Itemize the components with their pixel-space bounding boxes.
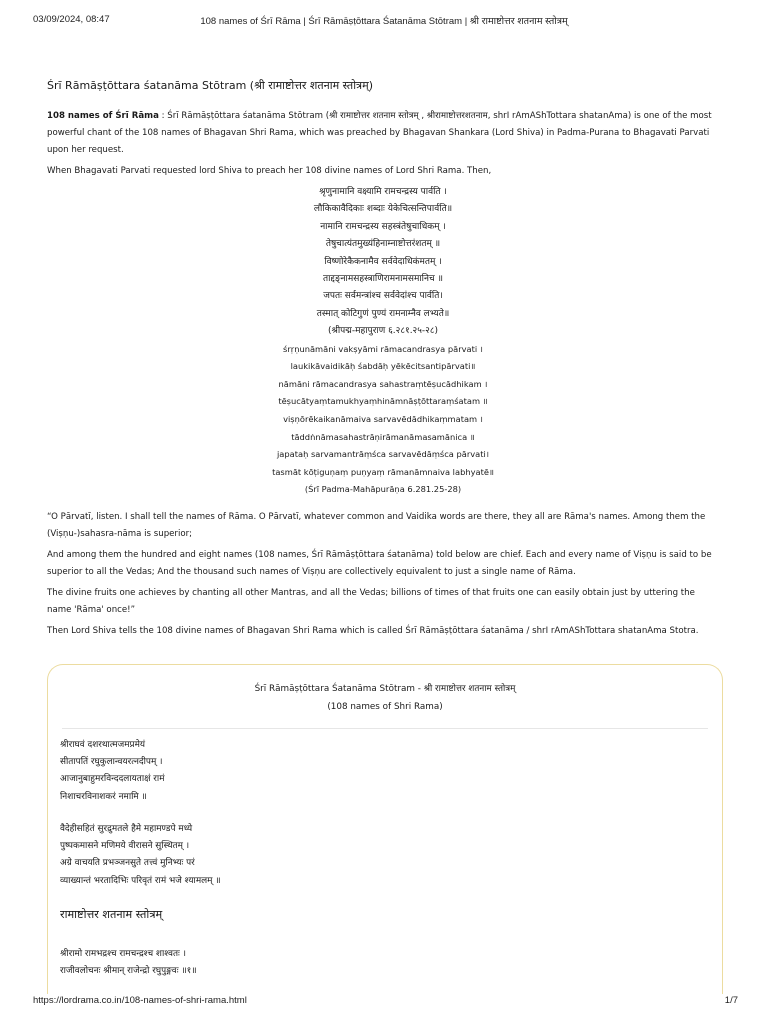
intro-paragraph — [47, 108, 719, 159]
o-parvati-paragraph: “O Pārvatī, listen. I shall tell the names of Rāma. O Pārvatī, whatever common and Vaidika words are there, they all are Rāma's names. Among them the (Viṣṇu-)sahasra-nāma is superior; — [47, 512, 706, 539]
names-verse-1 — [60, 946, 197, 980]
print-header — [0, 14, 768, 30]
stotra-card — [47, 664, 723, 994]
verse-line: राजीवलोचनः श्रीमान् राजेन्द्रो रघुपुङ्गवः ॥१॥ — [60, 966, 197, 977]
intro-bold-label: 108 names of Śrī Rāma — [47, 111, 159, 121]
verse-line: व्याख्यान्तं भरतादिभिः परिवृतं रामं भजे श्यामलम् ॥ — [60, 875, 221, 886]
devanagari-line: जपतः सर्वमन्त्रांश्च सर्ववेदांश्च पार्वति। — [323, 291, 443, 302]
verse-line: आजानुबाहुमरविन्ददलायताक्षं रामं — [60, 774, 165, 785]
article — [47, 78, 719, 640]
article-heading: Śrī Rāmāṣṭōttara śatanāma Stōtram (श्री रामाष्टोत्तर शतनाम स्तोत्रम्) — [47, 79, 373, 92]
print-footer — [0, 995, 768, 1011]
devanagari-line: तेषुचात्यंतमुख्यंहिनाम्नाष्टोत्तरंशतम् ॥ — [325, 239, 441, 250]
devanagari-line: नामानि रामचन्द्रस्य सहस्त्रंतेषुचाधिकम् । — [320, 221, 446, 232]
then-paragraph: Then Lord Shiva tells the 108 divine names of Bhagavan Shri Rama which is called Śrī Rāmāṣṭōttara śatanāma / shrI rAmAShTottara shatanAma Stotra. — [47, 626, 699, 636]
print-datetime: 03/09/2024, 08:47 — [33, 14, 110, 25]
card-subtitle: (108 names of Shri Rama) — [327, 702, 443, 712]
verse-line: अग्रे वाचयति प्रभञ्जनसुते तत्त्वं मुनिभ्यः परं — [60, 858, 195, 869]
verse-line: श्रीराघवं दशरथात्मजमप्रमेयं — [60, 740, 146, 750]
translit-line: tēṣucātyaṃtamukhyaṃhināmnāṣṭōttaraṃśatam ॥ — [278, 396, 488, 407]
card-title-line: Śrī Rāmāṣṭōttara Śatanāma Stōtram - श्री रामाष्टोत्तर शतनाम स्तोत्रम् — [254, 684, 516, 694]
translit-source: (Śrī Padma-Mahāpurāṇa 6.281.25-28) — [304, 484, 462, 495]
dhyana-verse-2 — [60, 821, 221, 890]
devanagari-line: विष्णोरेकैकनामैव सर्ववेदाधिकंमतम् । — [324, 256, 442, 267]
devanagari-line: लौकिकावैदिकाः शब्दाः येकेचित्सन्तिपार्वति॥ — [313, 204, 453, 215]
translit-line: śrṛṇunāmāni vakṣyāmi rāmacandrasya pārvati । — [283, 343, 483, 354]
devanagari-source: (श्रीपद्म-महापुराण ६.२८१.२५-२८) — [327, 326, 439, 337]
among-paragraph: And among them the hundred and eight names (108 names, Śrī Rāmāṣṭōttara śatanāma) told below are chief. Each and every name of Viṣṇu is said to be superior to all the Vedas; And the thousand such names of Viṣṇu are collectively equivalent to just a single name of Rāma. — [47, 550, 712, 577]
print-url: https://lordrama.co.in/108-names-of-shri-rama.html — [33, 995, 247, 1006]
devanagari-line: श्रृणुनामानि वक्ष्यामि रामचन्द्रस्य पार्वति । — [319, 187, 447, 197]
devanagari-line: तस्मात् कोटिगुणं पुण्यं रामनाम्नैव लभ्यते॥ — [316, 308, 450, 319]
shloka-block — [47, 184, 719, 499]
print-page-number: 1/7 — [724, 995, 738, 1006]
card-divider — [62, 728, 708, 729]
verse-line: निशाचरविनाशकरं नमामि ॥ — [60, 791, 147, 802]
print-page-title: 108 names of Śrī Rāma | Śrī Rāmāṣṭōttara Śatanāma Stōtram | श्री रामाष्टोत्तर शतनाम स्तोत्रम् — [200, 16, 568, 27]
translit-line: nāmāni rāmacandrasya sahastraṃtēṣucādhikam । — [278, 378, 488, 389]
verse-line: वैदेहीसहितं सुरद्रुमतले हैमे महामण्डपे मध्ये — [60, 824, 193, 834]
verse-line: पुष्पकमासने मणिमये वीरासने सुस्थितम् । — [60, 841, 190, 852]
dhyana-verse-1 — [60, 737, 165, 806]
verse-line: सीतापतिं रघुकुलान्वयरत्नदीपम् । — [60, 757, 163, 768]
intro-text: : Śrī Rāmāṣṭōttara śatanāma Stōtram (श्री रामाष्टोत्तर शतनाम स्तोत्रम् , श्रीरामाष्टोत्तरशतनाम, shrI rAmAShTottara shatanAma) is one of the most powerful chant of the 108 names of Bhagavan Shri Rama, which was preached by Bhagavan Shankara (Lord Shiva) in Padma-Purana to Bhagavati Parvati upon her request. — [47, 111, 712, 155]
translit-line: viṣṇōrēkaikanāmaiva sarvavēdādhikaṃmatam । — [283, 414, 483, 425]
translit-line: japataḥ sarvamantrāṃśca sarvavēdāṃśca pārvati। — [277, 449, 489, 460]
divine-fruits-paragraph: The divine fruits one achieves by chanting all other Mantras, and all the Vedas; billions of times of that fruits one can easily obtain just by uttering the name 'Rāma' once!” — [47, 588, 695, 615]
verse-line: श्रीरामो रामभद्रश्च रामचन्द्रश्च शाश्वतः । — [60, 949, 186, 959]
card-title — [48, 680, 722, 716]
stotram-section-heading: रामाष्टोत्तर शतनाम स्तोत्रम् — [60, 908, 163, 921]
translit-line: laukikāvaidikāḥ śabdāḥ yēkēcitsantipārvati॥ — [290, 361, 476, 372]
when-paragraph: When Bhagavati Parvati requested lord Shiva to preach her 108 divine names of Lord Shri Rama. Then, — [47, 166, 492, 176]
translit-line: tāddṅnāmasahastrāṇirāmanāmasamānica ॥ — [291, 431, 475, 442]
devanagari-line: ताद्दङ्नामसहस्त्राणिरामनामसमानिच ॥ — [323, 274, 443, 285]
translit-line: tasmāt kōṭiguṇaṃ puṇyaṃ rāmanāmnaiva labhyatē॥ — [272, 466, 494, 477]
